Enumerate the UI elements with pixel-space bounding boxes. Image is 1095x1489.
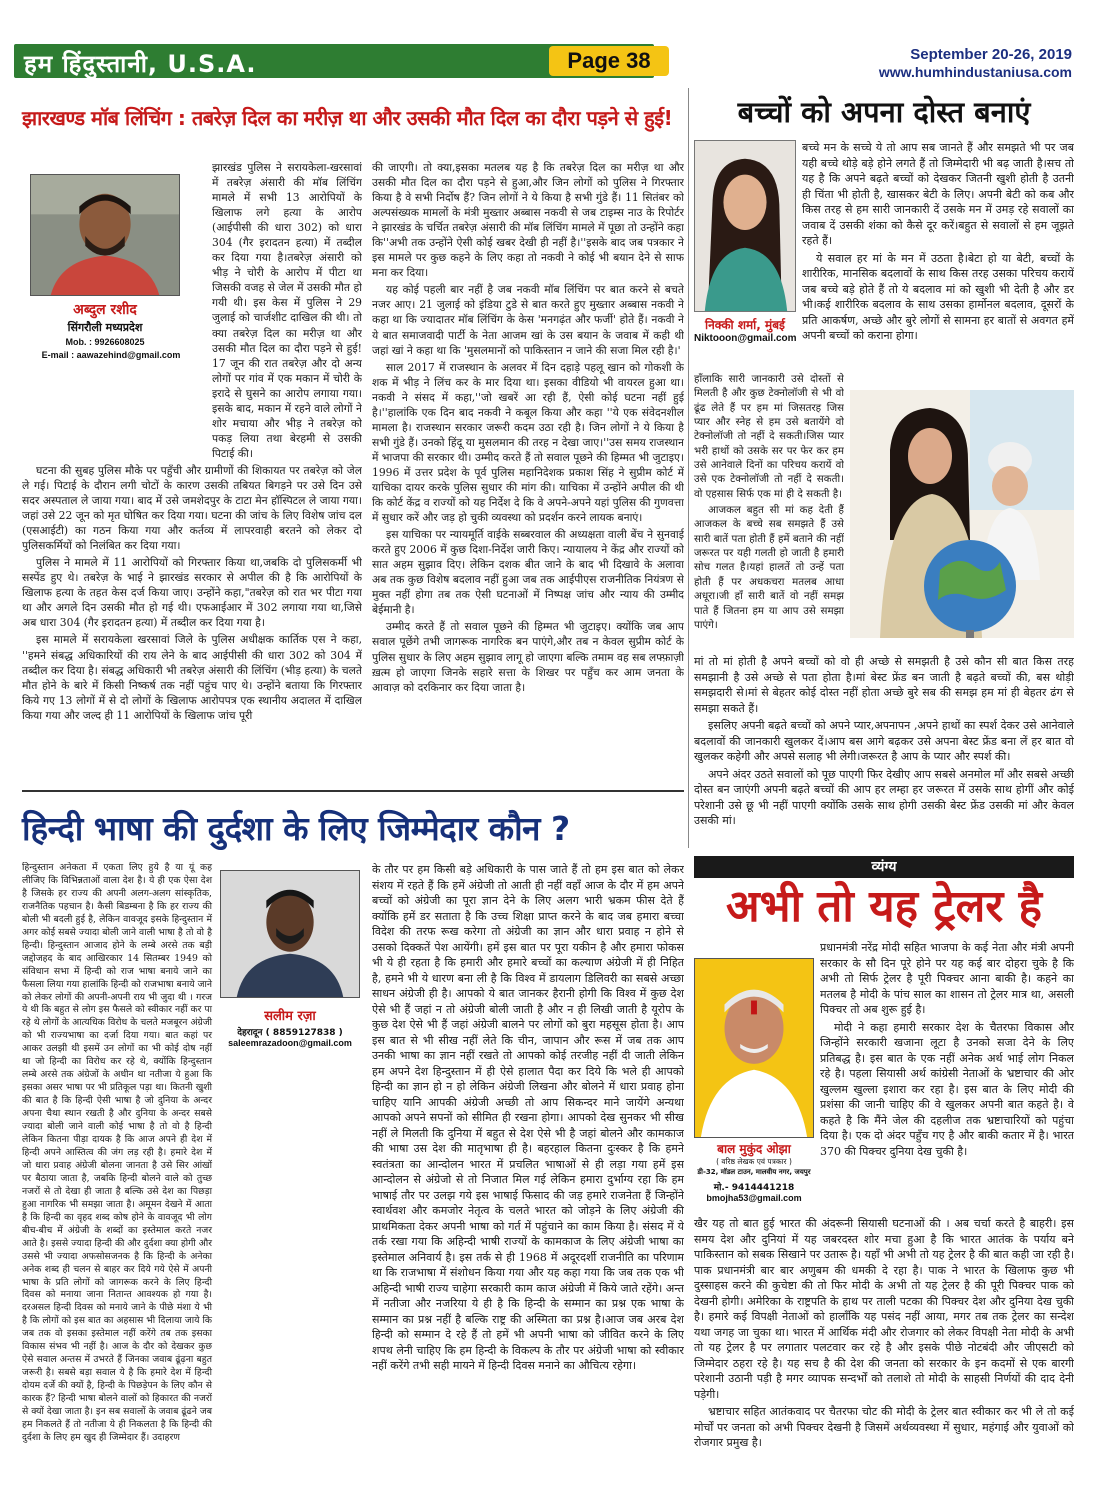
newspaper-title: हम हिंदुस्तानी, U.S.A. (24, 50, 257, 78)
article2-paragraph: हिन्दुस्तान अनेकता में एकता लिए हुये है या यूं कह लीजिए कि विभिन्नताओं वाला देश है। ये ही एक ऐसा देश है जिसके हर राज्य की अपनी अलग-अलग सांस्कृतिक, राजनैतिक पहचान है। कैसी बिडम्बना है कि हर राज्य की बोली भी बदली हुई है, लेकिन वावजूद इसके हिन्दुस्तान में अगर कोई सबसे ज्यादा बोली जाने वाली भाषा है तो वो है हिन्दी। हिन्दुस्तान आजाद होने के लम्बे अरसे तक बड़ी जद्दोजहद के बाद आखिरकार 14 सितम्बर 1949 को संविधान सभा में हिन्दी को राज भाषा बनाये जाने का फैसला लिया गया हालांकि हिन्दी को राजभाषा बनाये जाने को लेकर लोगों की अपनी-अपनी राय भी जुदा थी । गरज ये थी कि बहुत से लोग इस फैसले को स्वीकार नहीं कर पा रहे थे लोगों के आत्यधिक विरोध के चलते मजबूरन अंग्रेजी को भी राज्यभाषा का दर्जा दिया गया। बात कहां पर आकर उलझी थी इसमें उन लोगों का भी कोई दोष नहीं था जो हिन्दी का विरोध कर रहे थे, क्योंकि हिन्दुस्तान लम्बे अरसे तक अंग्रेजों के अधीन था नतीजा ये हुआ कि इसका असर भाषा पर भी प्रतिकूल पड़ा था। कितनी खुशी की बात है कि हिन्दी ऐसी भाषा है जो दुनिया के अन्दर अपना चैथा स्थान रखती है और दुनिया के अन्दर सबसे ज्यादा बोली जाने वाली कोई भाषा है तो वो है हिन्दी लेकिन कितना पीड़ा दायक है कि आज अपने ही देश में हिन्दी अपने आस्तित्व की जंग लड़ रही है। हमारे देश में जो धारा प्रवाह अंग्रेजी बोलना जानता है उसे सिर आंखों पर बैठाया जाता है, जबकि हिन्दी बोलने वाले को तुच्छ नजरों से तो देखा ही जाता है बल्कि उसे देश का पिछड़ा हुआ नागरिक भी समझा जाता है। अमूमन देखने में आता है कि हिन्दी का वृहद शब्द कोष होने के वावजूद भी लोग बीच-बीच में अंग्रेजी के शब्दों का इस्तेमाल करते नजर आते है। इससे ज्यादा हिन्दी की और दुर्दशा क्या होगी और उससे भी ज्यादा अफसोसजनक है कि हिन्दी के अनेका अनेक शब्द ही चलन से बाहर कर दिये गये ऐसे में अपनी भाषा के प्रति लोगों को जागरूक करने के लिए हिन्दी दिवस को मनाया जाना नितान्त आवश्यक हो गया है। दरअसल हिन्दी दिवस को मनाये जाने के पीछे मंशा ये भी है कि लोगों को इस बात का अहसास भी दिलाया जाये कि जब तक वो इसका इस्तेमाल नहीं करेंगे तब तक इसका विकास संभव भी नहीं है। आज के दौर को देखकर कुछ ऐसे सवाल अन्तस में उभरते हैं जिनका जवाब ढूंढ़ना बहुत जरूरी है। सबसे बड़ा सवाल ये है कि हमारे देश में हिन्दी दोयम दर्जे की क्यों है, हिन्दी के पिछड़ेपन के लिए कौन से कारक हैं? हिन्दी भाषा बोलने वालों को हिकारत की नजरों से क्यों देखा जाता है। इन सब सवालों के जवाब ढूंढने जब हम निकलते हैं तो नतीजा ये ही निकलता है कि हिन्दी की दुर्दशा के लिए हम खुद ही जिम्मेदार हैं। उदाहरण (22, 862, 212, 1443)
article2-paragraph: के तौर पर हम किसी बड़े अधिकारी के पास जाते हैं तो हम इस बात को लेकर संशय में रहते हैं कि हमें अंग्रेजी तो आती ही नहीं वहाँ आज के दौर में हम अपने बच्चों को अंग्रेजी का पूरा ज्ञान देने के लिए अलग भारी भ्रकम फीस देते हैं क्योंकि हमें डर सताता है कि उच्च शिक्षा प्राप्त करने के बाद जब हमारा बच्चा विदेश की तरफ रूख करेगा तो अंग्रेजी का ज्ञान और धारा प्रवाह न होने से उसको दिक्कतें पेश आयेंगी। हमें इस बात पर पूरा यकीन है और हमारा फोकस भी ये ही रहता है कि हमारी और हमारे बच्चों का कल्याण अंग्रेजी में ही निहित है, हमने भी ये धारण बना ली है कि विश्व में डायलाग डिलिवरी का सबसे अच्छा साधन अंग्रेजी ही है। आपको ये बात जानकर हैरानी होगी कि विश्व में कुछ देश ऐसे भी हैं जहां न तो अंग्रेजी बोली जाती है और न ही लिखी जाती है यूरोप के कुछ देश ऐसे भी हैं जहां अंग्रेजी बालने पर लोगों को बुरा महसूस होता है। आप इस बात से भी सीख नहीं लेते कि चीन, जापान और रूस में जब तक आप उनकी भाषा का ज्ञान नहीं रखते तो आपको कोई तरजीह नहीं दी जाती लेकिन हम अपने देश हिन्दुस्तान में ही ऐसे हालात पैदा कर दिये कि भले ही आपको हिन्दी का ज्ञान हो न हो लेकिन अंग्रेजी लिखना और बोलने में धारा प्रवाह होना चाहिए यानि आपकी अंग्रेजी अच्छी तो आप सिकन्दर माने जायेंगे अन्यथा आपको अपने सपनों को सीमित ही रखना होगा। आपको देख सुनकर भी सीख नहीं ले मिलती कि दुनिया में बहुत से देश ऐसे भी है जहां बोलने और कामकाज की भाषा उस देश की मातृभाषा ही है। बहरहाल कितना दुःस्कर है कि हमने स्वतंत्रता का आन्दोलन भारत में प्रचलित भाषाओं से ही लड़ा गया हमें इस आन्दोलन से अंग्रेजो से तो निजात मिल गई लेकिन हमारा दुर्भाग्य रहा कि हम भाषाई तौर पर उलझ गये इस भाषाई फिसाद की जड़ हमारे राजनेता हैं जिन्होंने स्वार्थवश और कमजोर नेतृत्व के चलते भारत को जोड़ने के लिए अंग्रेजी की प्राथमिकता देकर अपनी भाषा को गर्त में पहुंचाने का काम किया है। संसद में ये तर्क रखा गया कि अहिन्दी भाषी राज्यों के कामकाज के लिए अंग्रेजी भाषा का इस्तेमाल अनिवार्य है। इस तर्क से ही 1968 में अदूरदर्शी राजनीति का परिणाम था कि राजभाषा में संशोधन किया गया और यह कहा गया कि जब तक एक भी अहिन्दी भाषी राज्य चाहेगा सरकारी काम काज अंग्रेजी में किये जाते रहेंगे। अन्त में नतीजा और नजरिया ये ही है कि हिन्दी के सम्मान का प्रश्न एक भाषा के सम्मान का प्रश्न नहीं है बल्कि राष्ट्र की अस्मिता का प्रश्न है।आज जब अरब देश हिन्दी को सम्मान दे रहे हैं तो हमें भी अपनी भाषा को जीवित करने के लिए शपथ लेनी चाहिए कि हम हिन्दी के विकल्प के तौर पर अंग्रेजी भाषा को स्वीकार नहीं करेंगे तभी सही मायने में हिन्दी दिवस मनाने का औचित्य रहेगा। (372, 863, 684, 1372)
satire-paragraph: भ्रष्टाचार सहित आतंकवाद पर चैतरफा चोट की मोदी के ट्रेलर बात स्वीकार कर भी ले तो कई मोर्चों पर जनता को अभी पिक्चर देखनी है जिसमें अर्थव्यवस्था में सुधार, महंगाई और युवाओं को रोजगार प्रमुख है। (694, 1405, 1074, 1449)
article2-author-email[interactable]: saleemrazadoon@gmail.com (228, 1038, 352, 1048)
article1-paragraph: घटना की सुबह पुलिस मौके पर पहुँची और ग्रामीणों की शिकायत पर तबरेज़ को जेल ले गई। पिटाई के दौरान लगी चोटों के कारण उसकी तबियत बिगड़ने पर उसे दिन उसे सदर अस्पताल ले जाया गया। बाद में उसे जमशेदपुर के टाटा मेन हॉस्पिटल ले जाया गया।जहां उसे 22 जून को मृत घोषित कर दिया गया। घटना की जांच के लिए विशेष जांच दल (एसआईटी) का गठन किया गया और कर्तव्य में लापरवाही बरतने को लेकर दो पुलिसकर्मियों को निलंबित कर दिया गया। (22, 463, 362, 553)
satire-author-name: बाल मुकुंद ओझा (717, 1142, 791, 1156)
column-divider (688, 88, 689, 848)
article1-column-1 (22, 160, 362, 730)
article1-paragraph: यह कोई पहली बार नहीं है जब नकवी मॉब लिंचिंग पर बात करने से बचते नजर आए। 21 जुलाई को इंडिया टुडे से बात करते हुए मुख्तार अब्बास नकवी ने कहा था कि ज्यादातर मॉब लिंचिंग के केस 'मनगढ़ंत और फर्जी' होते हैं। नकवी ने ये बात समाजवादी पार्टी के नेता आजम खां के उस बयान के जवाब में कही थी जहां खां ने कहा था कि 'मुसलमानों को पाकिस्तान न जाने की सजा मिल रही है।' (372, 283, 684, 357)
article1-paragraph: पुलिस ने मामले में 11 आरोपियों को गिरफ्तार किया था,जबकि दो पुलिसकर्मी भी सस्पेंड हुए थे। तबरेज़ के भाई ने झारखंड सरकार से अपील की है कि आरोपियों के खिलाफ हत्या के तहत केस दर्ज किया जाए। उन्होंने कहा,"तबरेज़ को रात भर पीटा गया था और अगले दिन उसकी मौत हो गई थी। एफआईआर में 302 लगाया गया था,जिसे अब धारा 304 (गैर इरादतन हत्या) में तब्दील कर दिया गया है। (22, 556, 362, 630)
article2-author-name: सलीम रज़ा (264, 1009, 316, 1024)
parenting-article-top-text (802, 140, 1074, 390)
parenting-article-mid-text (694, 372, 844, 650)
parenting-paragraph: ये सवाल हर मां के मन में उठता है।बेटा हो या बेटी, बच्चों के शारीरिक, मानसिक बदलावों के साथ किस तरह उसका परिचय करायें जब बच्चे बड़े होते हैं तो ये बदलाव मां को खुशी भी देती है और डर भी।कई शारीरिक बदलाव के साथ उसका हार्मोनल बदलाव, दूसरों के प्रति आकर्षण, अच्छे और बुरे लोगों से सामना हर बातों से अवगत हमें अपनी बच्चों को कराना होगा। (802, 251, 1074, 342)
parenting-paragraph: बच्चे मन के सच्चे ये तो आप सब जानते हैं और समझते भी पर जब यही बच्चे थोड़े बड़े होने लगते हैं तो जिम्मेदारी भी बढ़ जाती है।सच तो यह है कि अपने बढ़ते बच्चों को देखकर जितनी खुशी होती है उतनी ही चिंता भी होती है, खासकर बेटी के लिए। अपनी बेटी को कब और किस तरह से हम सारी जानकारी दें उसके मन में उमड़ रहे सवालों का जवाब दें उसकी शंका को कैसे दूर करें।बहुत से सवालों से हम जूझते रहते हैं। (802, 141, 1074, 247)
satire-author-photo (694, 958, 814, 1138)
parenting-paragraph: मां तो मां होती है अपने बच्चों को वो ही अच्छे से समझती है उसे कौन सी बात किस तरह समझानी है उसे अच्छे से पता होता है।मां बेस्ट फ्रेंड बन जाती है बढ़ते बच्चों की, बस थोड़ी समझदारी से।मां से बेहतर कोई दोस्त नहीं होता अच्छे बुरे सब की समझ हम मां ही बेहतर ढंग से समझा सकते हैं। (694, 655, 1074, 715)
mother-child-globe-photo-icon (850, 390, 1074, 638)
author-photo-icon (695, 959, 813, 1137)
parenting-paragraph: आजकल बहुत सी मां कह देती हैं आजकल के बच्चे सब समझते हैं उसे सारी बातें पता होती हैं हमें बताने की नहीं जरूरत पर यही गलती हो जाती है हमारी सोच गलत है।यहां हालतें तो उन्हें पता होती हैं पर अधकचरा मतलब आधा अधूरा।जी हाँ सारी बातें वो नहीं समझ पाते हैं जितना हम या आप उसे समझा पाएंगे। (694, 504, 844, 631)
article2-column-2 (372, 862, 684, 1462)
satire-paragraph: प्रधानमंत्री नरेंद्र मोदी सहित भाजपा के कई नेता और मंत्री अपनी सरकार के सौ दिन पूरे होने पर यह कई बार दोहरा चुके है कि अभी तो सिर्फ ट्रेलर है पूरी पिक्चर आना बाकी है। कहने का मतलब है मोदी के पांच साल का शासन तो ट्रेलर मात्र था, असली पिक्चर तो अब शुरू हुई है। (820, 941, 1074, 1016)
parenting-paragraph: अपने अंदर उठते सवालों को पूछ पाएगी फिर देखीए आप सबसे अनमोल माँ और सबसे अच्छी दोस्त बन जाएंगी अपनी बढ़ते बच्चों की आप हर लम्हा हर जरूरत में उसके साथ होगीं और कोई परेशानी उसे छू भी नहीं पाएगी क्योंकि उसके साथ होगी उसकी बेस्ट फ्रेंड उसकी मां और केवल उसकी मां। (694, 767, 1074, 827)
parenting-article-headline: बच्चों को अपना दोस्त बनाएं (737, 95, 1031, 129)
masthead (14, 44, 1082, 84)
satire-bottom-text (694, 1216, 1074, 1476)
article2-headline: हिन्दी भाषा की दुर्दशा के लिए जिम्मेदार कौन ? (22, 809, 570, 848)
article2-author-place: देहरादून ( 8859127838 ) (237, 1028, 343, 1038)
parenting-article-bottom-text (694, 654, 1074, 850)
satire-category-band: व्यंग्य (694, 856, 1074, 878)
issue-date: September 20-26, 2019 (910, 46, 1072, 63)
parenting-author-caption (694, 316, 796, 344)
parenting-paragraph: हाँलाकि सारी जानकारी उसे दोस्तों से मिलती है और कुछ टेक्नोलॉजी से भी वो ढूंढ लेते हैं पर हम मां जिसतरह जिस प्यार और स्नेह से हम उसे बतायेंगे वो टेक्नोलॉजी तो नहीं दे सकती।जिस प्यार भरी हाथों को उसके सर पर फेर कर हम उसे आनेवाले दिनों का परिचय करायें वो उसे एक टेक्नोलॉजी तो नहीं दे सकती। वो एहसास सिर्फ एक मां ही दे सकती है। (694, 373, 844, 500)
satire-author-role: ( वरिष्ठ लेखक एवं पत्रकार ) (716, 1157, 792, 1166)
article1-author-mobile: Mob. : 9926608025 (65, 337, 145, 347)
article1-author-place: सिंगरौली मध्यप्रदेश (67, 321, 143, 334)
parenting-paragraph: इसलिए अपनी बढ़ते बच्चों को अपने प्यार,अपनापन ,अपने हाथों का स्पर्श देकर उसे आनेवाले बदलावों की जानकारी खुलकर दें।आप बस आगे बढ़कर उसे अपना बेस्ट फ्रेंड बना लें हर बात वो खुलकर कहेगी और अपसे सलाह भी लेगी।जरूरत है आप के प्यार और स्पर्श की। (694, 719, 1074, 763)
satire-author-email[interactable]: bmojha53@gmail.com (706, 1193, 802, 1203)
article1-headline: झारखण्ड मॉब लिंचिंग : तबरेज़ दिल का मरीज़ था और उसकी मौत दिल का दौरा पड़ने से हुई! (22, 106, 673, 130)
satire-paragraph: मोदी ने कहा हमारी सरकार देश के चैतरफा विकास और जिन्होंने सरकारी खजाना लूटा है उनको सजा देने के लिए प्रतिबद्ध है। इस बात के एक नहीं अनेक अर्थ भाई लोग निकल रहे है। पहला सियासी अर्थ कांग्रेसी नेताओं के भ्रष्टाचार की ओर खुल्लम खुल्ला इशारा कर रहा है। इस बात के लिए मोदी की प्रशंसा की जानी चाहिए की वे खुलकर अपनी बात कहते है। वे कहते है कि मैंने जेल की दहलीज तक भ्रष्टाचारियों को पहुंचा दिया है। एक दो अंदर पहुँच गए है और बाकी कतार में है। भारत 370 की पिक्चर दुनिया देख चुकी है। (820, 1020, 1074, 1158)
article1-column-2 (372, 160, 684, 730)
mother-child-photo (850, 390, 1074, 638)
website-url[interactable]: www.humhindustaniusa.com (878, 64, 1072, 80)
article1-paragraph: की जाएगी। तो क्या,इसका मतलब यह है कि तबरेज़ दिल का मरीज़ था और उसकी मौत दिल का दौरा पड़ने से हुआ,और जिन लोगों को पुलिस ने गिरफ्तार किया है वे सभी निर्दोष हैं? जिन लोगों ने ये किया है सभी गुंडे हैं। 11 सितंबर को अल्पसंख्यक मामलों के मंत्री मुख्तार अब्बास नकवी से जब टाइम्स नाउ के रिपोर्टर ने झारखंड के चर्चित तबरेज़ अंसारी की मॉब लिंचिंग मामले में पूछा तो उन्होंने कहा कि''अभी तक उन्होंने ऐसी कोई खबर देखी ही नहीं है।''इसके बाद जब पत्रकार ने इस मामले पर कुछ कहने के लिए कहा तो नकवी ने कोई भी बयान देने से साफ मना कर दिया। (372, 161, 684, 280)
satire-author-address: डी-32, मॉडल टाउन, मालवीय नगर, जयपुर (697, 1168, 811, 1176)
parenting-author-photo (694, 140, 796, 312)
section-divider (22, 790, 684, 792)
satire-headline: अभी तो यह ट्रेलर है (726, 881, 1042, 932)
page-number-badge: Page 38 (549, 46, 669, 76)
article1-paragraph: इस याचिका पर न्यायमूर्ति वाईके सब्बरवाल की अध्यक्षता वाली बेंच ने सुनवाई करते हुए 2006 में कुछ दिशा-निर्देश जारी किए। न्यायालय ने केंद्र और राज्यों को सात अहम सुझाव दिए। लेकिन दशक बीत जाने के बाद भी दिखावे के अलावा अब तक कुछ विशेष बदलाव नहीं हुआ जब तक आईपीएस राजनीतिक नियंत्रण से मुक्त नहीं होगा तब तक ऐसी घटनाओं में निष्पक्ष जांच और न्याय की उम्मीद बेईमानी है। (372, 528, 684, 617)
article1-paragraph: साल 2017 में राजस्थान के अलवर में दिन दहाड़े पहलू खान को गोकशी के शक में भीड़ ने लिंच कर के मार दिया था। इसका वीडियो भी वायरल हुआ था। नकवी ने संसद में कहा,''जो खबरें आ रही हैं, ऐसी कोई घटना नहीं हुई है।''हालांकि एक दिन बाद नकवी ने कबूल किया और कहा ''ये एक संवेदनशील मामला है। राजस्थान सरकार जरूरी कदम उठा रही है। जिन लोगों ने ये किया है सभी गुंडे हैं। उनको हिंदू या मुसलमान की तरह न देखा जाए।''उस समय राजस्थान में भाजपा की सरकार थी। उम्मीद करते हैं तो सवाल पूछने की हिम्मत भी जुटाइए। 1996 में उत्तर प्रदेश के पूर्व पुलिस महानिदेशक प्रकाश सिंह ने सुप्रीम कोर्ट में याचिका दायर करके पुलिस सुधार की मांग की। याचिका में उन्होंने अपील की थी कि कोर्ट केंद्र व राज्यों को यह निर्देश दे कि वे अपने-अपने यहां पुलिस की गुणवत्ता में सुधार करें और जड़ हो चुकी व्यवस्था को प्रदर्शन करने लायक बनाएं। (372, 360, 684, 525)
parenting-author-name: निक्की शर्मा, मुंबई (705, 318, 785, 332)
author-photo-icon (695, 141, 795, 311)
satire-top-text (820, 940, 1074, 1212)
article2-column-1 (22, 862, 362, 1462)
satire-paragraph: खैर यह तो बात हुई भारत की अंदरूनी सियासी घटनाओं की । अब चर्चा करते है बाहरी। इस समय देश और दुनियां में यह जबरदस्त शोर मचा हुआ है कि भारत आतंक के पर्याय बने पाकिस्तान को सबक सिखाने पर उतारू है। यहाँ भी अभी तो यह ट्रेलर है की बात कही जा रही है। पाक प्रधानमंत्री बार बार अणुबम की धमकी दे रहा है। पाक ने भारत के खिलाफ कुछ भी दुस्साहस करने की कुचेष्टा की तो फिर मोदी के अभी तो यह ट्रेलर है की पूरी पिक्चर पाक को देखनी होगी। अमेरिका के राष्ट्रपति के हाथ पर ताली पटका की पिक्चर देश और दुनिया देख चुकी है। हमारे कई विपक्षी नेताओं को हालाँकि यह पसंद नहीं आया, मगर तब तक ट्रेलर का सन्देश यथा जगह जा चुका था। भारत में आर्थिक मंदी और रोजगार को लेकर विपक्षी नेता मोदी के अभी तो यह ट्रेलर है पर लगातार पलटवार कर रहे है और इसके पीछे नोटबंदी और जीएसटी को जिम्मेदार ठहरा रहे है। यह सच है की देश की जनता को सरकार के इन कदमों से एक बारगी परेशानी उठानी पड़ी है मगर व्यापक सन्दर्भों को तलाशे तो मोदी के साहसी निर्णयों की दाद देनी पड़ेगी। (694, 1217, 1074, 1401)
article1-author-name: अब्दुल रशीद (73, 302, 137, 318)
parenting-author-email[interactable]: Niktooon@gmail.com (694, 333, 797, 344)
article1-paragraph: उम्मीद करते हैं तो सवाल पूछने की हिम्मत भी जुटाइए। क्योंकि जब आप सवाल पूछेंगे तभी जागरूक नागरिक बन पाएंगे,और तब न केवल सुप्रीम कोर्ट के पुलिस सुधार के लिए अहम सुझाव लागू हो जाएगा बल्कि तमाम वह सब लफ्फ़ाज़ी ख़त्म हो जाएगा जिनके सहारे सत्ता के शिखर पर पहुँच कर आम जनता के आवाज़ को दरकिनार कर दिया जाता है। (372, 620, 684, 694)
article1-paragraph: इस मामले में सरायकेला खरसावां जिले के पुलिस अधीक्षक कार्तिक एस ने कहा, ''हमने संबद्ध अधिकारियों की राय लेने के बाद आईपीसी की धारा 302 को 304 में तब्दील कर दिया है। संबद्ध अधिकारी भी तबरेज़ अंसारी की लिंचिंग (भीड़ हत्या) के चलते मौत होने के बारे में किसी निष्कर्ष तक नहीं पहुंच पाए थे। उन्होंने बताया कि गिरफ्तार किये गए 13 लोगों में से दो लोगों के खिलाफ आरोपपत्र एक स्थानीय अदालत में दाखिल किया गया और जल्द ही 11 आरोपियों के खिलाफ जांच पूरी (22, 633, 362, 722)
satire-author-mobile: मो.- 9414441218 (713, 1183, 795, 1193)
article1-lead-paragraph: झारखंड पुलिस ने सरायकेला-खरसावां में तबरेज़ अंसारी की मॉब लिंचिंग मामले में सभी 13 आरोपियों के खिलाफ लगे हत्या के आरोप (आईपीसी की धारा 302) को धारा 304 (गैर इरादतन हत्या) में तब्दील कर दिया गया है।तबरेज़ अंसारी को भीड़ ने चोरी के आरोप में पीटा था जिसकी वजह से जेल में उसकी मौत हो गयी थी। इस केस में पुलिस ने 29 जुलाई को चार्जशीट दाखिल की थी। तो क्या तबरेज़ दिल का मरीज़ था और उसकी मौत दिल का दौरा पड़ने से हुई! 17 जून की रात तबरेज़ और दो अन्य लोगों पर गांव में एक मकान में चोरी के इरादे से घुसने का आरोप लगाया गया। इसके बाद, मकान में रहने वाले लोगों ने शोर मचाया और भीड़ ने तबरेज़ को पकड़ लिया तथा बेरहमी से उसकी पिटाई की। (212, 161, 362, 460)
article1-author-email[interactable]: E-mail : aawazehind@gmail.com (41, 350, 181, 360)
